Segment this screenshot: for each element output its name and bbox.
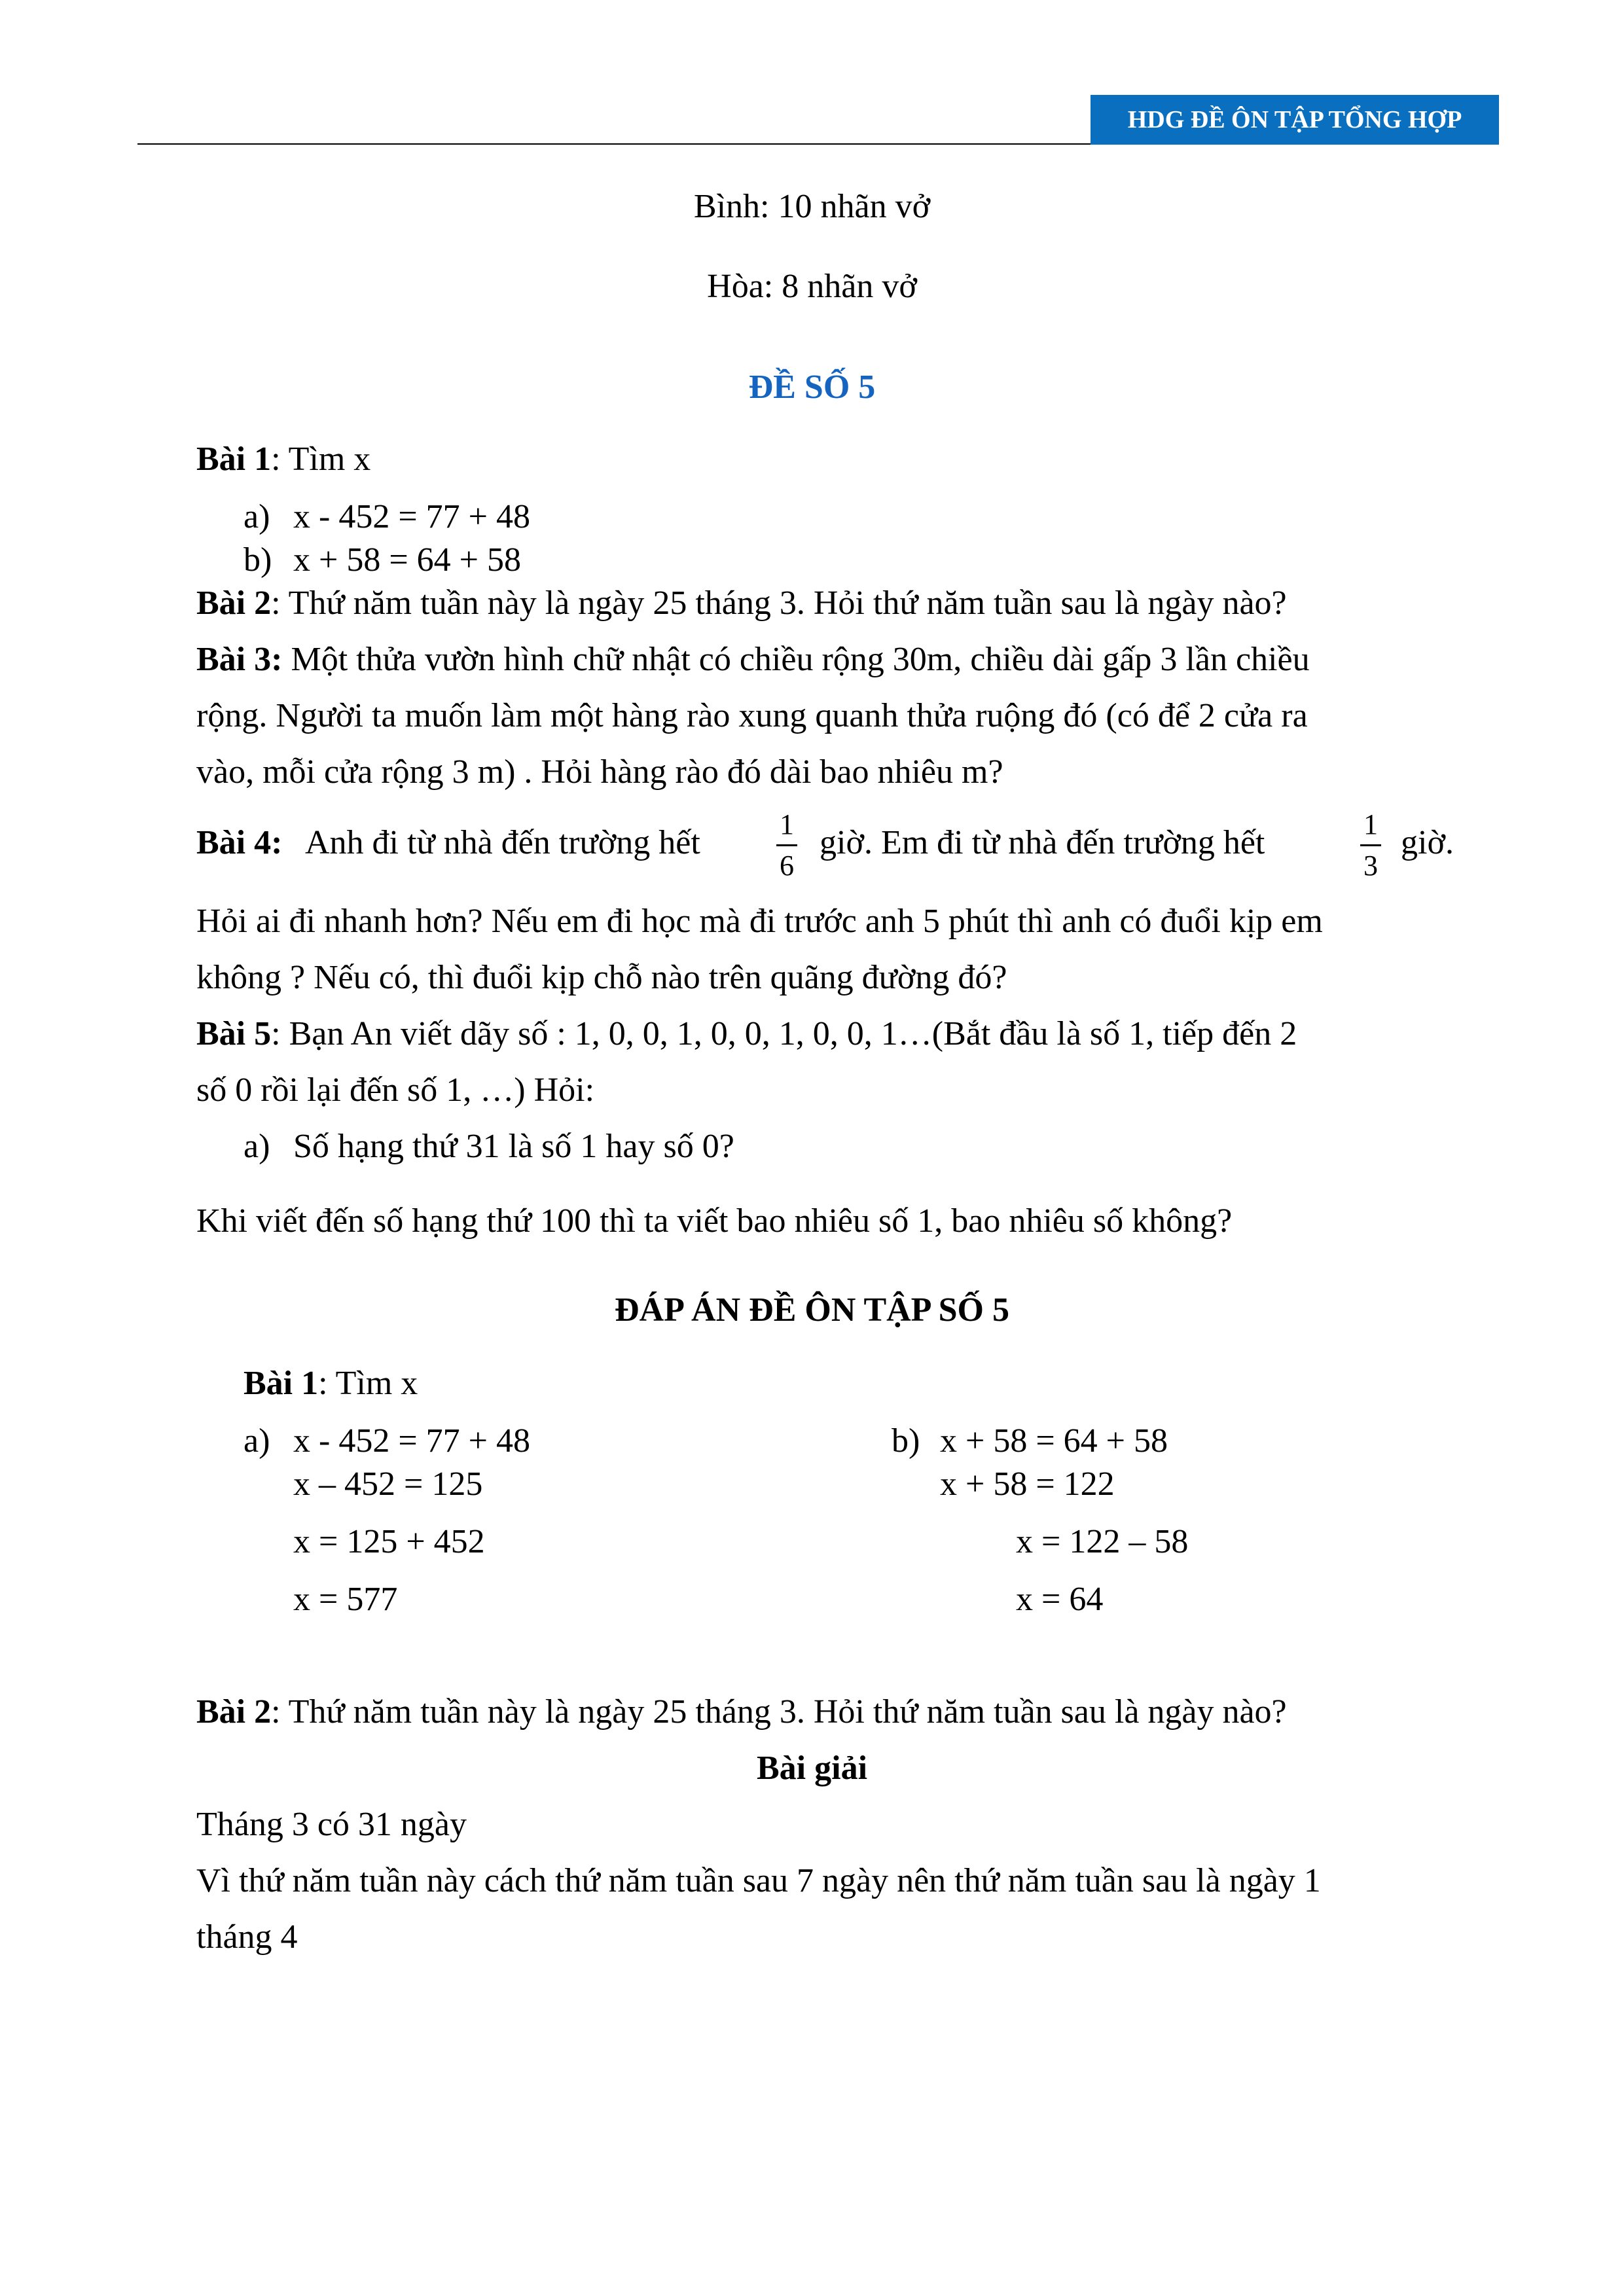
prev-line-binh: Bình: 10 nhãn vở (693, 188, 931, 225)
fraction-denominator: 3 (1363, 850, 1378, 882)
answer-bai2-line1: Tháng 3 có 31 ngày (196, 1806, 467, 1843)
exam-bai5-line4: Khi viết đến số hạng thứ 100 thì ta viết bao nhiêu số 1, bao nhiêu số không? (196, 1202, 1233, 1240)
fraction-bar (1360, 844, 1381, 846)
fraction-denominator: 6 (780, 850, 794, 882)
answer-bai2-heading: Bài giải (756, 1749, 868, 1787)
answer-a-line4: x = 577 (293, 1581, 398, 1618)
fraction-numerator: 1 (1363, 808, 1378, 840)
fraction-bar (776, 844, 797, 846)
answer-a-line1: x - 452 = 77 + 48 (293, 1422, 530, 1460)
exam-bai1: Bài 1: Tìm x (196, 440, 371, 478)
answer-b-line4: x = 64 (1016, 1581, 1104, 1618)
answer-b-line3: x = 122 – 58 (1016, 1523, 1189, 1560)
exam-bai3-line1: Bài 3: Một thửa vườn hình chữ nhật có chiều rộng 30m, chiều dài gấp 3 lần chiều (196, 641, 1310, 678)
answer-a-line2: x – 452 = 125 (293, 1465, 483, 1503)
exam-bai4-line2: Hỏi ai đi nhanh hơn? Nếu em đi học mà đi trước anh 5 phút thì anh có đuổi kịp em (196, 903, 1323, 940)
exam-bai1-b: x + 58 = 64 + 58 (293, 541, 521, 579)
prev-line-hoa: Hòa: 8 nhãn vở (707, 268, 917, 305)
exam-bai4-part3: giờ. (1401, 824, 1454, 861)
answer-bai2-line3: tháng 4 (196, 1918, 298, 1956)
answer-bai2-line2: Vì thứ năm tuần này cách thứ năm tuần sau 7 ngày nên thứ năm tuần sau là ngày 1 (196, 1862, 1321, 1899)
exam-bai3-line2: rộng. Người ta muốn làm một hàng rào xung quanh thửa ruộng đó (có để 2 cửa ra (196, 697, 1308, 734)
exam-bai1-a: x - 452 = 77 + 48 (293, 498, 530, 535)
answer-a-line3: x = 125 + 452 (293, 1523, 485, 1560)
exam-bai3-line3: vào, mỗi cửa rộng 3 m) . Hỏi hàng rào đó dài bao nhiêu m? (196, 753, 1003, 791)
exam-bai1-a-mark: a) (244, 498, 270, 535)
answer-b-line2: x + 58 = 122 (940, 1465, 1115, 1503)
answers-title: ĐÁP ÁN ĐỀ ÔN TẬP SỐ 5 (615, 1291, 1009, 1329)
exam-bai5-line1: Bài 5: Bạn An viết dãy số : 1, 0, 0, 1, 0, 0, 1, 0, 0, 1…(Bắt đầu là số 1, tiếp đến 2 (196, 1015, 1297, 1052)
header-badge: HDG ĐỀ ÔN TẬP TỔNG HỢP (1091, 95, 1499, 145)
exam-bai5-a: Số hạng thứ 31 là số 1 hay số 0? (293, 1128, 734, 1165)
exam-bai4-part1: Anh đi từ nhà đến trường hết (305, 824, 700, 861)
fraction-one-third (1358, 810, 1384, 880)
exam-bai2: Bài 2: Thứ năm tuần này là ngày 25 tháng 3. Hỏi thứ năm tuần sau là ngày nào? (196, 584, 1287, 622)
fraction-one-sixth (774, 810, 800, 880)
exam-bai5-a-mark: a) (244, 1128, 270, 1165)
exam-bai5-line2: số 0 rồi lại đến số 1, …) Hỏi: (196, 1071, 595, 1109)
exam-bai4-line3: không ? Nếu có, thì đuổi kịp chỗ nào trên quãng đường đó? (196, 959, 1007, 996)
exam-bai1-b-mark: b) (244, 541, 272, 579)
answer-bai2: Bài 2: Thứ năm tuần này là ngày 25 tháng 3. Hỏi thứ năm tuần sau là ngày nào? (196, 1693, 1287, 1731)
exam-bai4-part2: giờ. Em đi từ nhà đến trường hết (820, 824, 1265, 861)
exam-bai4-label: Bài 4: (196, 824, 283, 861)
answer-a-mark: a) (244, 1422, 270, 1460)
exam-title: ĐỀ SỐ 5 (748, 368, 876, 406)
answer-b-line1: x + 58 = 64 + 58 (940, 1422, 1168, 1460)
answer-bai1: Bài 1: Tìm x (244, 1365, 418, 1402)
answer-b-mark: b) (892, 1422, 920, 1460)
fraction-numerator: 1 (780, 808, 794, 840)
